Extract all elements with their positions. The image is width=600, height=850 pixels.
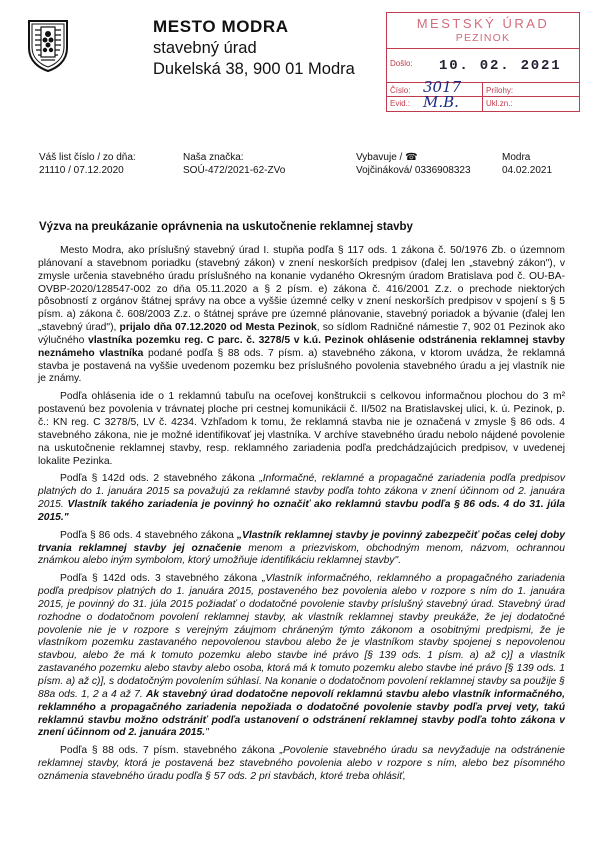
registry-stamp xyxy=(386,12,580,112)
office-address: Dukelská 38, 900 01 Modra xyxy=(153,60,355,78)
your-letter xyxy=(39,151,136,177)
stamp-number-label: Číslo: xyxy=(390,86,411,95)
stamp-location: PEZINOK xyxy=(455,32,511,44)
stamp-record-value: M.B. xyxy=(423,93,459,111)
document-body xyxy=(38,245,565,789)
our-reference xyxy=(183,151,285,177)
paragraph-6: Podľa § 88 ods. 7 písm. stavebného zákona „Povolenie stavebného úradu sa nevyžaduje na odstránenie reklamnej stavby, ktorá je postavená bez stavebného povolenia alebo v rozpore s ním, alebo bez písomného oznámenia stavebného úradu podľa § 57 ods. 2 pri stavbách, ktoré treba ohlásiť, xyxy=(38,745,565,782)
paragraph-5: Podľa § 142d ods. 3 stavebného zákona „Vlastník informačného, reklamného a propagačného zariadenia podľa predpisov platných do 1. januára 2015, postaveného bez povolenia alebo v rozpore s ním do 1. januára 2015, je povinný do 31. júla 2015 požiadať o dodatočné povolenie stavby príslušný stavebný úrad. Stavebný úrad rozhodne o dodatočnom povolení reklamnej stavby, ak vlastník reklamnej stavby preukáže, že jej dodatočné povolenie nie je v rozpore s verejným záujmom chráneným týmto zákonom a osobitnými predpismi, že je vlastníkom pozemku zastavaného nepovolenou stavbou alebo že je vlastníkom stavby spojenej s nepovolenou stavbou, alebo že má k tomuto pozemku alebo stavbe iné právo [§ 139 ods. 1 písm. a) až c)] a vlastník zastavaného pozemku alebo stavby alebo osoba, ktorá má k tomuto pozemku alebo stavbe iné právo [§ 139 ods. 1 písm. a) až c)], s dodatočným povolením súhlasí. Na konanie o dodatočnom povolení reklamnej stavby sa použije § 88a ods. 1, 2 a 4 až 7. Ak stavebný úrad dodatočne nepovolí reklamnú stavbu alebo vlastník informačného, reklamného a propagačného zariadenia nepožiada o dodatočné povolenie stavby podľa prvej vety, takú reklamnú stavbu možno odstrániť podľa ustanovení o odstránení reklamnej stavby podľa tohto zákona v znení účinnom od 2. januára 2015." xyxy=(38,573,566,739)
city-crest-icon xyxy=(26,18,70,72)
handled-by-value: Vojčináková/ 0336908323 xyxy=(356,165,471,176)
our-reference-value: SOÚ-472/2021-62-ZVo xyxy=(183,165,286,176)
paragraph-3: Podľa § 142d ods. 2 stavebného zákona „Informačné, reklamné a propagačné zariadenia podľa predpisov platných do 1. januára 2015 sa považujú za reklamné stavby podľa tohto zákona v znení účinnom od 2. januára 2015. Vlastník takého zariadenia je povinný ho označiť ako reklamnú stavbu podľa § 86 ods. 4 do 31. júla 2015." xyxy=(38,473,565,523)
your-letter-label: Váš list číslo / zo dňa: xyxy=(39,152,136,163)
stamp-attachments-label: Prílohy: xyxy=(486,86,514,95)
paragraph-4: Podľa § 86 ods. 4 stavebného zákona „Vlastník reklamnej stavby je povinný zabezpečiť počas celej doby trvania reklamnej stavby jej označenie menom a priezviskom, obchodným menom, názvom, ochrannou známkou alebo iným symbolom, ktorý umožňuje identifikáciu reklamnej stavby". xyxy=(38,529,566,567)
place-date xyxy=(502,151,552,177)
office-name: stavebný úrad xyxy=(153,39,257,57)
handled-by-label: Vybavuje / ☎ xyxy=(356,152,418,163)
stamp-date-label: Došlo: xyxy=(390,59,413,68)
stamp-title: MESTSKÝ ÚRAD xyxy=(416,16,550,31)
stamp-number-value: 3017 xyxy=(423,78,462,96)
document-title: Výzva na preukázanie oprávnenia na uskutočnenie reklamnej stavby xyxy=(39,221,413,233)
paragraph-2: Podľa ohlásenia ide o 1 reklamnú tabuľu na oceľovej konštrukcii s celkovou informačnou plochou do 3 m² postavenú bez povolenia v trávnatej ploche pri cestnej komunikácii č. II/502 na Bratislavskej ulici, k. ú. Pezinok, p. č.: KN reg. C 3278/5, LV č. 4234. Vzhľadom k tomu, že reklamná stavba nie je označená v zmysle § 86 ods. 4 stavebného zákona, nie je možné identifikovať jej vlastníka. V archíve stavebného úradu nebolo nájdené povolenie na uskutočnenie reklamnej stavby, resp. reklamného zariadenia podľa predchádzajúcich predpisov, v uvedenej lokalite Pezinka. xyxy=(38,391,565,467)
our-reference-label: Naša značka: xyxy=(183,152,244,163)
stamp-handling-label: Ukl.zn.: xyxy=(486,99,513,108)
your-letter-value: 21110 / 07.12.2020 xyxy=(39,165,124,176)
stamp-date-value: 10. 02. 2021 xyxy=(439,58,562,74)
handled-by xyxy=(356,151,471,177)
paragraph-1: Mesto Modra, ako príslušný stavebný úrad I. stupňa podľa § 117 ods. 1 zákona č. 50/1976 Zb. o územnom plánovaní a stavebnom poriadku (stavebný zákon) v znení neskorších predpisov (ďalej len „stavebný zákon"), v zmysle určenia stavebného úradu príslušného na konanie vydaného Okresným úradom Bratislava pod č. OU-BA-OVBP-2020/128547-002 zo dňa 05.11.2020 a § 2 písm. e) zákona č. 416/2001 Z.z. o prechode niektorých pôsobností z orgánov štátnej správy na obce a vyššie územné celky v znení neskorších predpisov v spojení s § 5 písm. a) zákona č. 608/2003 Z.z. o štátnej správe pre územné plánovanie, stavebný poriadok a bývanie (ďalej len „stavebný úrad"), prijalo dňa 07.12.2020 od Mesta Pezinok, so sídlom Radničné námestie 7, 902 01 Pezinok ako výlučného vlastníka pozemku reg. C parc. č. 3278/5 v k.ú. Pezinok ohlásenie odstránenia reklamnej stavby neznámeho vlastníka podané podľa § 88 ods. 7 písm. a) stavebného zákona, v ktorom uvádza, že reklamná stavba je postavená na vyššie uvedenom pozemku bez príslušného povolenia stavebného úradu a jej vlastník nie je známy. xyxy=(38,245,566,385)
document-place: Modra xyxy=(502,152,531,163)
org-name: MESTO MODRA xyxy=(153,17,289,36)
document-date: 04.02.2021 xyxy=(502,165,553,176)
stamp-record-label: Evid.: xyxy=(390,99,411,108)
